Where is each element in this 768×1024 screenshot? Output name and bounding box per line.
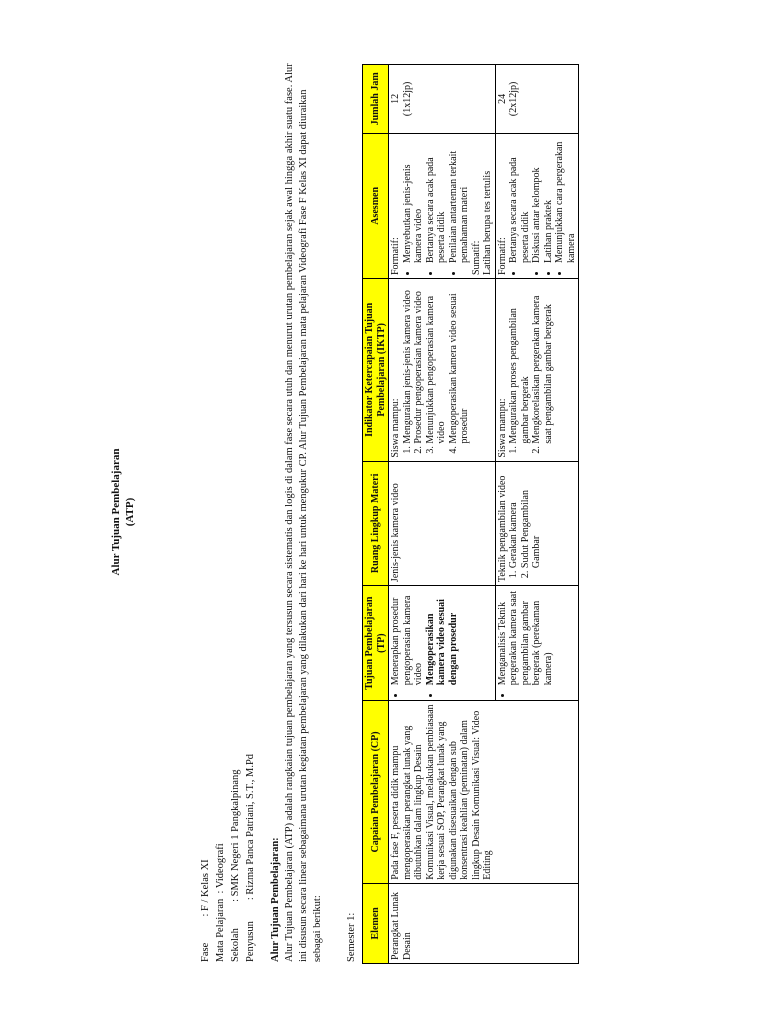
jam-detail: (2x12jp) [508,81,519,117]
meta-sekolah: Sekolah : SMK Negeri 1 Pangkalpinang [230,769,241,962]
header-ikatp: Indikator Ketercapaian Tujuan Pembelajaran (IKTP) [363,279,389,462]
ruang-item: 1. Gerakan kamera [508,465,520,568]
asesmen-sumatif-item: Latihan berupa tes tertulis [482,170,493,276]
cell-tp [495,586,579,701]
tp-item: • Menganalisis Teknik pergerakan kamera saat pengambilan gambar bergerak (perekaman kamera) [497,589,555,685]
cell-cp: Pada fase F, peserta didik mampu mengoperasikan perangkat lunak yang dibutuhkan dalam lingkup Desain Komunikasi Visual, melakukan pembiasaan kerja sesuai SOP, Perangkat lunak yang digunakan disesuaikan dengan sub konsentrasi keahlian (peminatan) dalam lingkup Desain Komunikasi Visual: Video Editing [389,701,579,884]
header-jam: Jumlah Jam [363,65,389,134]
ik-item: 4. Mengoperasikan kamera video sesuai prosedur [448,282,471,444]
asesmen-item: • Menunjukkan cara pergerakan kamera [554,137,577,263]
asesmen-item: • Bertanya secara acak pada peserta didik [508,137,531,263]
cell-jam [495,65,579,134]
jam-detail: (1x12jp) [401,81,413,117]
atp-table [362,64,579,964]
ik-item: 1. Menguraikan proses pengambilan gambar bergerak [508,282,531,444]
asesmen-item: • Menyebutkan jenis-jenis kamera video [402,137,425,263]
ruang-intro: Teknik pengambilan video [496,475,508,583]
atp-heading: Alur Tujuan Pembelajaran: [270,837,281,962]
semester-label: Semester 1: [346,912,357,962]
cell-ruang: Jenis-jenis kamera video [389,461,496,585]
header-elemen: Elemen [363,883,389,963]
cell-jam [389,65,496,134]
asesmen-formatif-label: Formatif: [390,237,401,276]
meta-mapel: Mata Pelajaran : Videografi [215,843,226,962]
cell-asesmen [495,133,579,278]
asesmen-sumatif-label: Sumatif: [470,240,482,276]
ruang-item: 2. Sudut Pengambilan Gambar [520,465,543,568]
ik-intro: Siswa mampu: [496,398,508,458]
meta-fase: Fase : F / Kelas XI [200,859,211,962]
asesmen-item: • Bertanya secara acak pada peserta didik [425,137,448,263]
document-title: Alur Tujuan Pembelajaran [110,448,122,576]
document-subtitle: (ATP) [124,497,136,527]
asesmen-item: • Latihan praktek [543,137,555,263]
meta-block [198,754,258,962]
asesmen-item: • Diskusi antar kelompok [531,137,543,263]
header-tp: Tujuan Pembelajaran (TP) [363,586,389,701]
header-cp: Capaian Pembelajaran (CP) [363,701,389,884]
cell-ruang [495,461,579,585]
cell-tp [389,586,496,701]
ik-item: 1. Menguraikan jenis-jenis kamera video [402,282,414,444]
header-ruang: Ruang Lingkup Materi [363,461,389,585]
cell-ikatp [495,279,579,462]
ik-item: 2. Mengkorelasikan pergerakan kamera saat pengambilan gambar bergerak [531,282,554,444]
table-row [389,65,496,964]
asesmen-item: • Penilaian antarteman terkait pemahaman materi [448,137,471,263]
ik-intro: Siswa mampu: [390,398,401,458]
ik-item: 2. Prosedur pengoperasian kamera video [413,282,425,444]
atp-paragraph: Alur Tujuan Pembelajaran (ATP) adalah rangkaian tujuan pembelajaran yang tersusun secara sistematis dan logis di dalam fase secara utuh dan menurut urutan pembelajaran sejak awal hingga akhir suatu fase. Alur ini disusun secara linear sebagaimana urutan kegiatan pembelajaran yang dilakukan dari hari ke hari untuk mengukur CP. Alur Tujuan Pembelajaran mata pelajaran Videografi Fase F Kelas XI dapat diuraikan sebagai berikut: [284,63,323,962]
table-header-row [363,65,389,964]
cell-elemen: Perangkat Lunak Desain [389,883,579,963]
header-asesmen: Asesmen [363,133,389,278]
jam-value: 24 [496,93,508,104]
asesmen-formatif-label: Formatif: [496,237,508,276]
meta-penyusun: Penyusun : Rizma Panca Patriani, S.T., M.Pd [245,753,256,962]
jam-value: 12 [390,93,401,104]
tp-item: • Menerapkan prosedur pengoperasian kamera video [390,589,425,685]
tp-item: • Mengoperasikan kamera video sesuai dengan prosedur [425,589,460,685]
ik-item: 3. Menunjukkan pengoperasian kamera video [425,282,448,444]
cell-asesmen [389,133,496,278]
cell-ikatp [389,279,496,462]
